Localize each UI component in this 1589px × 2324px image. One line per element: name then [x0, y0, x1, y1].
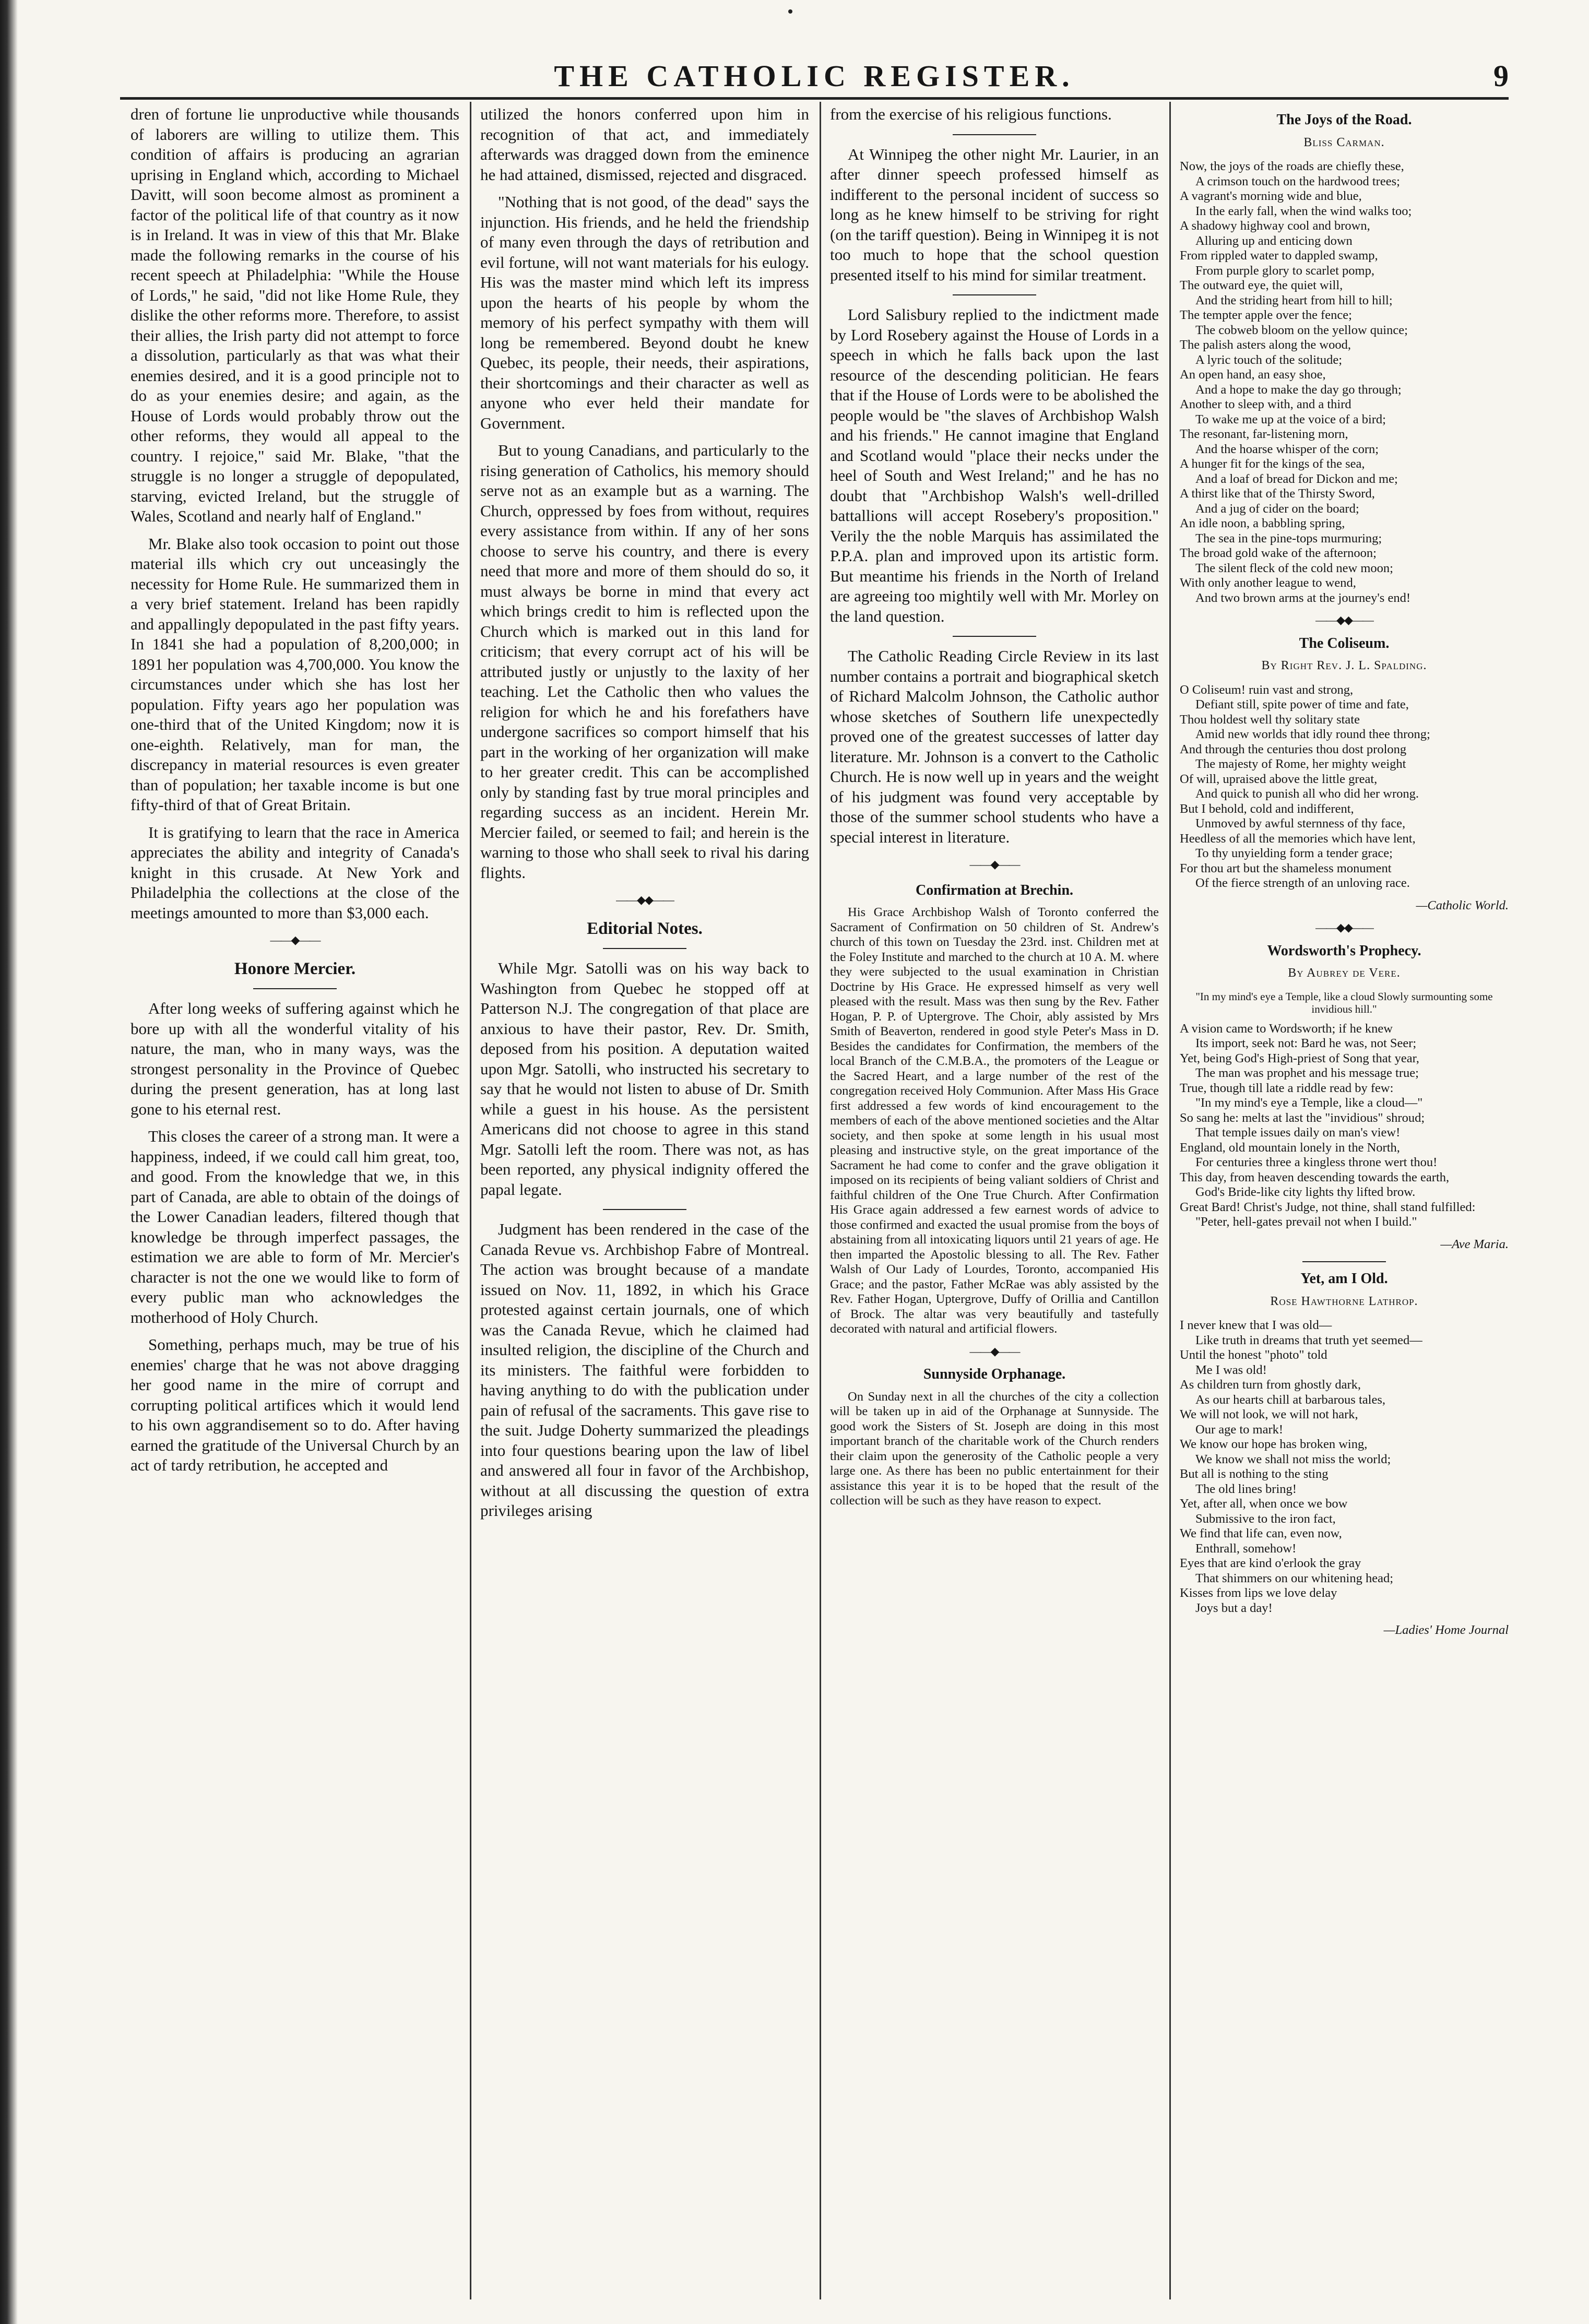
poem-line: Its import, seek not: Bard he was, not Seer; [1195, 1036, 1417, 1050]
poem-title: The Coliseum. [1299, 635, 1390, 651]
poem-line: Of will, upraised above the little great, [1180, 772, 1378, 786]
poem-line: Of the fierce strength of an unloving race. [1195, 876, 1410, 890]
poem-line: The majesty of Rome, her mighty weight [1195, 757, 1406, 771]
poem-line: True, though till late a riddle read by few: [1180, 1081, 1394, 1095]
item-separator [603, 1209, 686, 1210]
poem-body [1180, 159, 1509, 606]
poem-line: Defiant still, spite power of time and fate, [1195, 697, 1409, 712]
poem-attribution: —Ladies' Home Journal [1383, 1623, 1509, 1637]
poem-line: A thirst like that of the Thirsty Sword, [1180, 487, 1375, 501]
poem-line: Now, the joys of the roads are chiefly these, [1180, 159, 1404, 173]
article-heading: Sunnyside Orphanage. [923, 1366, 1066, 1382]
section-ornament: ——◆—— [969, 858, 1019, 871]
article-heading: Editorial Notes. [587, 919, 703, 938]
article-paragraph: from the exercise of his religious functions. [830, 105, 1112, 123]
poem-line: The tempter apple over the fence; [1180, 308, 1352, 322]
poem-line: But all is nothing to the sting [1180, 1467, 1329, 1481]
section-ornament: ——◆—— [270, 933, 320, 946]
article-paragraph: dren of fortune lie unproductive while thousands of laborers are willing to utilize them. This condition of affairs is producing an agrarian uprising in England which, according to Michael Davitt, will soon become almost as prominent a factor of the political life of that country as it now is in Ireland. It was in view of this that Mr. Blake made the following remarks in the course of his recent speech at Philadelphia: "While the House of Lords," he said, "did not like Home Rule, they dislike the other reforms more. Therefore, to assist their allies, the Irish party did not attempt to force a dissolution, particularly as that was what their enemies desired, and it is a good principle not to do as your enemies desire; and again, as the House of Lords would probably throw out the other reforms, they would all appeal to the country. I rejoice," said Mr. Blake, "that the struggle is no longer a struggle of depopulated, starving, evicted Ireland, but the struggle of Wales, Scotland and nearly half of England." [131, 105, 459, 525]
poem-line: From purple glory to scarlet pomp, [1195, 263, 1374, 278]
poem-line: The resonant, far-listening morn, [1180, 427, 1348, 441]
poem-line: Alluring up and enticing down [1195, 233, 1353, 248]
poem-line: England, old mountain lonely in the North, [1180, 1140, 1400, 1155]
poem-line: Our age to mark! [1195, 1422, 1284, 1437]
article-paragraph: Lord Salisbury replied to the indictment made by Lord Rosebery against the House of Lords in a speech in which he falls back upon the last resource of the descending politician. He fears that if the House of Lords were to be abolished the people would be "the slaves of Archbishop Walsh and his friends." He cannot imagine that England and Scotland would "place their necks under the heel of South and West Ireland;" and he has no doubt that "Archbishop Walsh's well-drilled battallions will accept Rosebery's proposition." Verily the the noble Marquis has assimilated the P.P.A. plan and improved upon its artistic form. But meantime his friends in the North of Ireland are agreeing too mightily well with Mr. Morley on the land question. [830, 305, 1159, 625]
poem-body [1180, 1318, 1509, 1616]
poem-line: "Peter, hell-gates prevail not when I build." [1195, 1215, 1417, 1229]
brechin-article [830, 883, 1159, 1509]
poem-line: Thou holdest well thy solitary state [1180, 712, 1360, 727]
article-paragraph: His Grace Archbishop Walsh of Toronto conferred the Sacrament of Confirmation on 50 children of St. Andrew's church of this town on Tuesday the 23rd. inst. Children met at the Foley Institute and marched to the church at 10 A. M. where they were subjected to the usual examination in Christian Doctrine by His Grace. He expressed himself as very well pleased with the result. Mass was then sung by the Rev. Father Hogan, P. P. of Uptergrove. The Choir, ably assisted by Mrs Smith of Beaverton, rendered in good style Peter's Mass in D. Besides the candidates for Confirmation, the members of the local Branch of the C.M.B.A., the promoters of the League or the Sacred Heart, and a large number of the rest of the congregation received Holy Communion. After Mass His Grace first addressed a few words of kind encouragement to the members of each of the above mentioned societies and the Altar society, and then spoke at some length in his usual most pleasing and instructive style, on the great importance of the Sacrament he had come to confer and the grave obligation it imposed on its recipients of being valiant soldiers of Christ and faithful children of the One True Church. After Confirmation His Grace again addressed a few earnest words of advice to those confirmed and exacted the usual promise from the boys of abstaining from all intoxicating liquors until 21 years of age. He then imparted the Apostolic blessing to all. The Rev. Father Walsh of Our Lady of Lourdes, Toronto, accompanied His Grace; and the pastor, Father McRae was ably assisted by the Rev. Father Hogan, Uptergrove, Duffy of Orillia and Cantillon of Brock. The altar was very beautifully and tastefully decorated with natural and artificial flowers. [830, 905, 1159, 1336]
poem-line: Eyes that are kind o'erlook the gray [1180, 1556, 1361, 1570]
masthead-rule [120, 97, 1509, 100]
poem-line: God's Bride-like city lights thy lifted brow. [1195, 1185, 1416, 1199]
poem-line: We know we shall not miss the world; [1195, 1452, 1391, 1466]
column-rule [470, 102, 471, 2299]
poem-byline: Bliss Carman. [1303, 135, 1385, 149]
poem-title: Yet, am I Old. [1300, 1271, 1388, 1287]
column-3 [830, 104, 1159, 2297]
poem-line: The broad gold wake of the afternoon; [1180, 546, 1377, 560]
poem-line: To wake me up at the voice of a bird; [1195, 412, 1386, 426]
poem-line: As children turn from ghostly dark, [1180, 1378, 1361, 1392]
heading-rule [253, 988, 337, 989]
column-rule [1169, 102, 1171, 2299]
poem-line: As our hearts chill at barbarous tales, [1195, 1392, 1385, 1407]
poem-line: And two brown arms at the journey's end! [1195, 590, 1410, 605]
section-ornament: ——◆◆—— [616, 893, 673, 906]
poem-line: The silent fleck of the cold new moon; [1195, 561, 1393, 575]
article-heading: Confirmation at Brechin. [915, 882, 1074, 898]
poem-line: That temple issues daily on man's view! [1195, 1125, 1401, 1140]
poem-line: The outward eye, the quiet will, [1180, 278, 1343, 292]
poem-title: Wordsworth's Prophecy. [1267, 942, 1421, 959]
poem-line: The old lines bring! [1195, 1481, 1297, 1496]
poem-attribution: —Ave Maria. [1440, 1237, 1509, 1251]
poem-line: Another to sleep with, and a third [1180, 397, 1351, 411]
item-separator [953, 294, 1036, 295]
poem-attribution: —Catholic World. [1416, 898, 1509, 912]
poem-line: Until the honest "photo" told [1180, 1348, 1327, 1362]
article-paragraph: The Catholic Reading Circle Review in its last number contains a portrait and biographical sketch of Richard Malcolm Johnson, the Catholic author whose sketches of Southern life unexpectedly proved one of the greatest successes of latter day literature. Mr. Johnson is a convert to the Catholic Church. He is now well up in years and the weight of his judgment was found very acceptable by those of the summer school students who have a special interest in literature. [830, 647, 1159, 846]
masthead [120, 58, 1509, 97]
poem-line: Kisses from lips we love delay [1180, 1586, 1337, 1600]
poem-line: And a jug of cider on the board; [1195, 501, 1359, 516]
article-heading: Honore Mercier. [234, 959, 356, 978]
article-paragraph: utilized the honors conferred upon him in recognition of that act, and immediately afterwards was dragged down from the eminence he had attained, dismissed, rejected and disgraced. [480, 105, 809, 184]
poem-line: And the hoarse whisper of the corn; [1195, 442, 1379, 456]
section-ornament: ——◆◆—— [1315, 613, 1373, 626]
poem-line: A shadowy highway cool and brown, [1180, 219, 1370, 233]
poem-line: A lyric touch of the solitude; [1195, 352, 1343, 367]
poem-line: This day, from heaven descending towards the earth, [1180, 1170, 1450, 1184]
poem-line: An idle noon, a babbling spring, [1180, 516, 1345, 530]
poem-byline: By Aubrey de Vere. [1288, 966, 1401, 980]
poem-line: A crimson touch on the hardwood trees; [1195, 174, 1400, 188]
poem-line: I never knew that I was old— [1180, 1318, 1332, 1332]
column-1 [131, 104, 459, 2297]
poem-line: The palish asters along the wood, [1180, 338, 1351, 352]
poem-line: Unmoved by awful sternness of thy face, [1195, 816, 1406, 831]
article-paragraph: It is gratifying to learn that the race in America appreciates the ability and integrity of Canada's knight in this crusade. At New York and Philadelphia the collections at the close of the meetings amounted to more than $3,000 each. [131, 823, 459, 922]
poem-line: From rippled water to dappled swamp, [1180, 248, 1378, 263]
article-paragraph: While Mgr. Satolli was on his way back to Washington from Quebec he stopped off at Patterson N.J. The congregation of that place are anxious to have their pastor, Rev. Dr. Smith, deposed from his position. A deputation waited upon Mgr. Satolli, who instructed his secretary to say that he would not listen to abuse of Dr. Smith while a guest in his house. As the persistent Americans did not choose to agree in this stand Mgr. Satolli left the room. There was not, as has been reported, any physical indignity offered the papal legate. [480, 959, 809, 1199]
poem-line: But I behold, cold and indifferent, [1180, 801, 1354, 816]
poem-line: And quick to punish all who did her wrong. [1195, 787, 1419, 801]
article-paragraph: This closes the career of a strong man. It were a happiness, indeed, if we could call him great, too, and good. From the knowledge that we, in this part of Canada, are able to obtain of the doings of the Lower Canadian leaders, filtered though that knowledge be through imperfect passages, the estimation we are able to form of Mr. Mercier's character is not the one we would like to form of every public man who acknowledges the motherhood of Holy Church. [131, 1127, 459, 1326]
item-separator [953, 134, 1036, 135]
poem-line: For centuries three a kingless throne wert thou! [1195, 1155, 1438, 1169]
poem-line: Enthrall, somehow! [1195, 1541, 1297, 1556]
poem-line: With only another league to wend, [1180, 576, 1356, 590]
article-paragraph: At Winnipeg the other night Mr. Laurier, in an after dinner speech professed himself as indifferent to the personal incident of success so long as he knew himself to be striving for right (on the tariff question). Being in Winnipeg it is not too much to hope that the school question presented itself to his mind for similar treatment. [830, 145, 1159, 284]
poem-body [1180, 1022, 1509, 1230]
article-paragraph: Mr. Blake also took occasion to point out those material ills which cry out unceasingly the necessity for Home Rule. He summarized them in a very brief statement. Ireland has been rapidly and appallingly depopulated in the past fifty years. In 1841 she had a population of 8,200,000; in 1891 her population was 4,700,000. You know the circumstances under which she has lost her population. Fifty years ago her population was one-third that of the United Kingdom; now it is one-eighth. Relatively, man for man, the discrepancy in material resources is even greater than of population; her taxable income is but one fifty-third of that of Great Britain. [131, 534, 459, 814]
poem-epigraph: "In my mind's eye a Temple, like a cloud Slowly surmounting some invidious hill." [1195, 990, 1493, 1015]
section-ornament: ——◆◆—— [1315, 921, 1373, 934]
article-paragraph: After long weeks of suffering against which he bore up with all the wonderful vitality of his nature, the man, who in many ways, was the strongest personality in the Province of Quebec during the present generation, has at long last gone to his eternal rest. [131, 999, 459, 1118]
poem-line: For thou art but the shameless monument [1180, 861, 1392, 875]
poem-title: The Joys of the Road. [1276, 112, 1412, 128]
newspaper-title: THE CATHOLIC REGISTER. [554, 59, 1075, 93]
poem-line: Amid new worlds that idly round thee throng; [1195, 727, 1430, 741]
poem-line: Great Bard! Christ's Judge, not thine, shall stand fulfilled: [1180, 1200, 1476, 1214]
poem-line: And the striding heart from hill to hill; [1195, 293, 1393, 307]
article-paragraph: But to young Canadians, and particularly to the rising generation of Catholics, his memory should serve not as an example but as a warning. The Church, oppressed by foes from without, requires every assistance from within. If any of her sons choose to serve his country, and there is every need that more and more of them should do so, it must always be borne in mind that every act which brings credit to him is reflected upon the Church which is marked out in this land for criticism; that every corrupt act of his will be attributed justly or unjustly to the laxity of her teaching. Let the Catholic then who values the religion for which he and his forefathers have undergone sacrifices so comport himself that his part in the working of her organization will make to her greater credit. This can be accomplished only by standing fast by true moral principles and regarding success as an incident. Herein Mr. Mercier failed, or seemed to fail; and herein is the warning to those who shall seek to rival his daring flights. [480, 441, 809, 882]
poem-byline: Rose Hawthorne Lathrop. [1270, 1294, 1418, 1308]
item-separator [953, 636, 1036, 637]
poem-line: In the early fall, when the wind walks too; [1195, 204, 1412, 218]
poem-line: Heedless of all the memories which have lent, [1180, 831, 1416, 846]
poem-line: The sea in the pine-tops murmuring; [1195, 531, 1382, 546]
article-paragraph: Something, perhaps much, may be true of his enemies' charge that he was not above dragging her good name in the mire of corrupt and corrupting political artifices which it would lend to his own aggrandisement so to do. After having earned the gratitude of the Universal Church by an act of tardy retribution, he accepted and [131, 1335, 459, 1474]
poem-line: To thy unyielding form a tender grace; [1195, 846, 1393, 860]
column-rule [820, 102, 821, 2299]
column-4 [1180, 104, 1509, 2297]
poem-line: That shimmers on our whitening head; [1195, 1571, 1393, 1585]
poem-line: And a loaf of bread for Dickon and me; [1195, 471, 1398, 486]
article-paragraph: On Sunday next in all the churches of the city a collection will be taken up in aid of the Orphanage at Sunnyside. The good work the Sisters of St. Joseph are doing in this most important branch of the charitable work of the Church renders their claim upon the generosity of the Catholic people a very large one. As there has been no public entertainment for their assistance this year it is to be hoped that the result of the collection will be such as they have reason to expect. [830, 1389, 1159, 1508]
section-ornament: ——◆—— [969, 1344, 1019, 1358]
poem-line: The man was prophet and his message true; [1195, 1066, 1419, 1080]
poem-line: We know our hope has broken wing, [1180, 1437, 1368, 1451]
column-2 [480, 104, 809, 2297]
poem-line: So sang he: melts at last the "invidious" shroud; [1180, 1110, 1425, 1125]
page-number: 9 [1493, 59, 1509, 93]
poem-line: A vagrant's morning wide and blue, [1180, 189, 1362, 203]
poem-line: Joys but a day! [1195, 1600, 1273, 1615]
print-mark [788, 9, 792, 14]
poem-line: Yet, after all, when once we bow [1180, 1497, 1348, 1511]
poem-line: A vision came to Wordsworth; if he knew [1180, 1021, 1393, 1036]
poem-body [1180, 683, 1509, 891]
poem-line: Yet, being God's High-priest of Song that year, [1180, 1051, 1419, 1065]
poem-line: O Coliseum! ruin vast and strong, [1180, 682, 1354, 697]
poem-line: The cobweb bloom on the yellow quince; [1195, 323, 1408, 337]
poem-line: And through the centuries thou dost prolong [1180, 742, 1407, 756]
poem-line: We find that life can, even now, [1180, 1526, 1342, 1540]
article-paragraph: Judgment has been rendered in the case of the Canada Revue vs. Archbishop Fabre of Montreal. The action was brought because of a mandate issued on Nov. 11, 1892, in which his Grace protested against certain journals, one of which was the Canada Revue, which he claimed had insulted religion, the discipline of the Church and its ministers. The faithful were forbidden to having anything to do with the publication under pain of refusal of the sacraments. This gave rise to the suit. Judge Doherty summarized the pleadings into four questions bearing upon the law of libel and answered all four in favor of the Archbishop, without at all discussing the question of extra privileges arising [480, 1220, 809, 1520]
poem-line: Me I was old! [1195, 1362, 1267, 1377]
poem-byline: By Right Rev. J. L. Spalding. [1261, 659, 1427, 672]
poem-line: An open hand, an easy shoe, [1180, 367, 1326, 382]
article-paragraph: "Nothing that is not good, of the dead" says the injunction. His friends, and he held the friendship of many even through the days of retribution and evil fortune, will not want materials for his eulogy. His was the master mind which left its impress upon the hearts of his people by whom the memory of his perfect sympathy with them will long be remembered. Beyond doubt he knew Quebec, its people, their needs, their aspirations, their shortcomings and their character as well as anyone who ever held their mandate for Government. [480, 193, 809, 432]
poem-line: A hunger fit for the kings of the sea, [1180, 457, 1365, 471]
poem-line: We will not look, we will not hark, [1180, 1407, 1358, 1421]
poem-line: And a hope to make the day go through; [1195, 382, 1402, 397]
heading-rule [603, 948, 686, 949]
poem-line: Like truth in dreams that truth yet seemed— [1195, 1333, 1422, 1347]
page-edge [0, 0, 18, 2324]
poem-line: Submissive to the iron fact, [1195, 1511, 1336, 1526]
poem-line: "In my mind's eye a Temple, like a cloud—" [1195, 1096, 1423, 1110]
item-separator [1302, 1261, 1386, 1262]
